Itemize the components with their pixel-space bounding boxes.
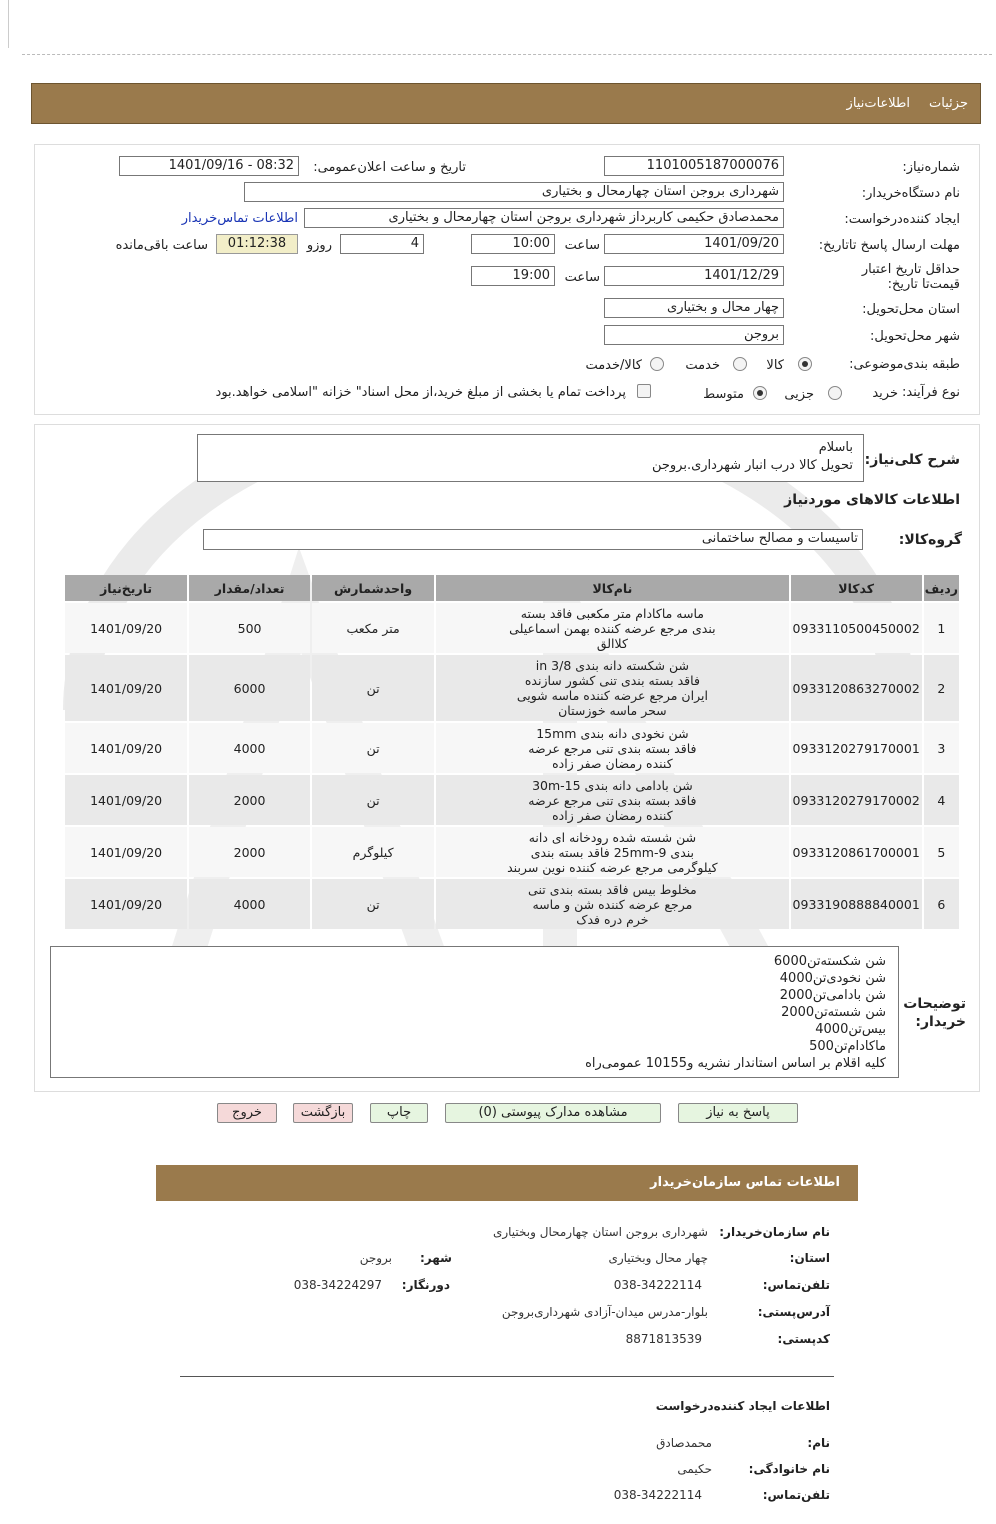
contact-province-label: استان:	[789, 1251, 830, 1265]
validity-date-field[interactable]: 1401/12/29	[604, 266, 784, 286]
announce-field[interactable]: 1401/09/16 - 08:32	[119, 156, 299, 176]
creator-name-value: محمدصادق	[656, 1436, 712, 1450]
cell-name: شن بادامی دانه بندی 15-30m فاقد بسته بندی تنی مرجع عرضه کننده رمضان صفر زاده	[436, 775, 788, 825]
creator-phone-value: 038-34222114	[613, 1488, 702, 1502]
contact-divider	[180, 1376, 834, 1377]
phone-value: 038-34222114	[613, 1278, 702, 1292]
cell-date: 1401/09/20	[65, 775, 187, 825]
summary-text: باسلام تحویل کالا درب انبار شهرداری.بروجن	[197, 434, 864, 482]
cell-qty: 2000	[189, 775, 310, 825]
cell-row: 2	[924, 655, 959, 721]
process-buy-label: خرید	[872, 386, 898, 401]
days-label: روزو	[306, 238, 332, 253]
city-label: شهر محل‌تحویل:	[870, 329, 960, 344]
treasury-payment-note: پرداخت تمام یا بخشی از مبلغ خرید،از محل اسناد" خزانه "اسلامی خواهد.بود	[215, 385, 626, 400]
province-field[interactable]: چهار محال و بختیاری	[604, 298, 784, 318]
col-name: نام‌کالا	[436, 575, 788, 601]
buyer-label: نام دستگاه‌خریدار:	[861, 186, 960, 201]
cell-unit: تن	[312, 879, 434, 929]
group-label: گروه‌کالا:	[898, 532, 962, 548]
details-header-bar	[31, 83, 981, 124]
cell-row: 1	[924, 603, 959, 653]
left-border-line	[8, 0, 9, 48]
cell-qty: 2000	[189, 827, 310, 877]
fax-label: دورنگار:	[401, 1278, 450, 1292]
cell-name: شن شکسته دانه بندی 3/8 in فاقد بسته بندی تنی کشور سازنده ایران مرجع عرضه کننده ماسه شویی سحر ماسه خوزستان	[436, 655, 788, 721]
table-row	[65, 723, 959, 773]
cell-date: 1401/09/20	[65, 879, 187, 929]
cell-qty: 4000	[189, 879, 310, 929]
buyer-notes-label: توضیحات خریدار:	[903, 996, 966, 1030]
contact-city-value: بروجن	[359, 1251, 392, 1265]
remaining-time-counter: 01:12:38	[216, 234, 298, 254]
cell-code: 0933120279170002	[791, 775, 922, 825]
org-value: شهرداری بروجن استان چهارمحال وبختیاری	[492, 1225, 708, 1239]
province-label: استان محل‌تحویل:	[862, 302, 960, 317]
col-qty: تعداد/مقدار	[189, 575, 310, 601]
tab-need-info[interactable]: اطلاعات‌نیاز	[846, 96, 910, 111]
print-button[interactable]: چاپ	[370, 1103, 428, 1123]
cell-qty: 500	[189, 603, 310, 653]
cell-row: 3	[924, 723, 959, 773]
cell-name: شن نخودی دانه بندی 15mm فاقد بسته بندی تنی مرجع عرضه کننده رمضان صفر زاده	[436, 723, 788, 773]
creator-label: ایجاد کننده‌درخواست:	[844, 212, 960, 227]
group-field[interactable]: تاسیسات و مصالح ساختمانی	[203, 529, 863, 550]
cell-row: 5	[924, 827, 959, 877]
cell-date: 1401/09/20	[65, 655, 187, 721]
contact-province-value: چهار محال وبختیاری	[608, 1251, 708, 1265]
col-unit: واحدشمارش	[312, 575, 434, 601]
table-row	[65, 603, 959, 653]
buyer-field[interactable]: شهرداری بروجن استان چهارمحال و بختیاری	[244, 182, 784, 202]
cell-unit: متر مکعب	[312, 603, 434, 653]
cell-code: 0933110500450002	[791, 603, 922, 653]
postal-value: 8871813539	[625, 1332, 702, 1346]
cell-date: 1401/09/20	[65, 723, 187, 773]
cell-unit: کیلوگرم	[312, 827, 434, 877]
creator-field[interactable]: محمدصادق حکیمی کاربرداز شهرداری بروجن استان چهارمحال و بختیاری	[304, 208, 784, 228]
radio-medium[interactable]	[753, 386, 767, 400]
reply-button[interactable]: پاسخ به نیاز	[678, 1103, 798, 1123]
table-row	[65, 775, 959, 825]
cell-unit: تن	[312, 775, 434, 825]
goods-table	[63, 573, 961, 931]
radio-goods[interactable]	[798, 357, 812, 371]
cell-qty: 4000	[189, 723, 310, 773]
buyer-contact-link[interactable]: اطلاعات تماس‌خریدار	[181, 211, 298, 226]
radio-goods-service[interactable]	[650, 357, 664, 371]
cell-qty: 6000	[189, 655, 310, 721]
cell-name: شن شسته شده رودخانه ای دانه بندی 9-25mm فاقد بسته بندی کیلوگرمی مرجع عرضه کننده نوین سربند	[436, 827, 788, 877]
contact-city-label: شهر:	[420, 1251, 452, 1265]
cell-name: ماسه ماکادام متر مکعبی فاقد بسته بندی مرجع عرضه کننده بهمن اسماعیلی کلاالق	[436, 603, 788, 653]
col-row: ردیف	[924, 575, 959, 601]
creator-name-label: نام:	[807, 1436, 830, 1450]
deadline-time-label: ساعت	[564, 238, 600, 253]
address-label: آدرس‌پستی:	[757, 1305, 830, 1319]
radio-goods-service-label: کالا/خدمت	[585, 358, 642, 373]
exit-button[interactable]: خروج	[217, 1103, 277, 1123]
table-row	[65, 655, 959, 721]
cell-code: 0933120861700001	[791, 827, 922, 877]
back-button[interactable]: بازگشت	[293, 1103, 353, 1123]
treasury-payment-checkbox[interactable]	[637, 384, 651, 398]
goods-info-heading: اطلاعات کالاهای موردنیاز	[784, 492, 960, 508]
cell-unit: تن	[312, 723, 434, 773]
org-label: نام سازمان‌خریدار:	[719, 1225, 830, 1239]
contact-header-bar	[156, 1165, 858, 1201]
announce-label: تاریخ و ساعت اعلان‌عمومی:	[313, 160, 466, 175]
buyer-notes-text: شن شکسته‌تن6000 شن نخودی‌تن4000 شن بادامی‌تن2000 شن شسته‌تن2000 بیس‌تن4000 ماکادام‌تن500 کلیه اقلام بر اساس استاندار نشریه و10155 عمومی‌راه	[50, 946, 899, 1078]
col-date: تاریخ‌نیاز	[65, 575, 187, 601]
deadline-date-field[interactable]: 1401/09/20	[604, 234, 784, 254]
radio-goods-label: کالا	[766, 358, 784, 373]
fax-value: 038-34224297	[293, 1278, 382, 1292]
deadline-label: مهلت ارسال پاسخ تا‌تاریخ:	[818, 238, 960, 253]
process-label: نوع فرآیند:	[902, 385, 960, 400]
creator-family-label: نام خانوادگی:	[748, 1462, 830, 1476]
radio-medium-label: متوسط	[703, 387, 744, 402]
cell-name: مخلوط بیس فاقد بسته بندی تنی مرجع عرضه کننده شن و ماسه خرم دره فدک	[436, 879, 788, 929]
creator-phone-label: تلفن‌تماس:	[762, 1488, 830, 1502]
col-code: کدکالا	[791, 575, 922, 601]
validity-time-field[interactable]: 19:00	[471, 266, 555, 286]
days-field[interactable]: 4	[340, 234, 424, 254]
city-field[interactable]: بروجن	[604, 325, 784, 345]
validity-time-label: ساعت	[564, 270, 600, 285]
creator-family-value: حکیمی	[677, 1462, 712, 1476]
need-number-label: شماره‌نیاز:	[902, 160, 960, 175]
radio-small[interactable]	[828, 386, 842, 400]
postal-label: کدپستی:	[777, 1332, 830, 1346]
contact-title: اطلاعات تماس سازمان‌خریدار	[650, 1175, 840, 1190]
phone-label: تلفن‌تماس:	[762, 1278, 830, 1292]
view-documents-button[interactable]: مشاهده مدارک پیوستی (0)	[445, 1103, 661, 1123]
radio-small-label: جزیی	[784, 387, 814, 402]
address-value: بلوار-مدرس میدان-آزادی شهرداری‌بروجن	[501, 1305, 708, 1319]
cell-date: 1401/09/20	[65, 827, 187, 877]
cell-date: 1401/09/20	[65, 603, 187, 653]
validity-label: حداقل تاریخ اعتبار قیمت‌تا تاریخ:	[861, 262, 960, 292]
need-number-field[interactable]: 1101005187000076	[604, 156, 784, 176]
goods-table-header	[65, 575, 959, 601]
summary-label: شرح کلی‌نیاز:	[864, 452, 960, 468]
table-row	[65, 827, 959, 877]
deadline-time-field[interactable]: 10:00	[471, 234, 555, 254]
cell-unit: تن	[312, 655, 434, 721]
cell-code: 0933120863270002	[791, 655, 922, 721]
creator-info-title: اطلاعات ایجاد کننده‌درخواست	[655, 1399, 830, 1413]
remaining-label: ساعت باقی‌مانده	[115, 238, 208, 253]
cell-code: 0933190888840001	[791, 879, 922, 929]
top-divider	[22, 54, 992, 55]
cell-code: 0933120279170001	[791, 723, 922, 773]
tab-details[interactable]: جزئیات	[929, 96, 968, 111]
radio-service[interactable]	[733, 357, 747, 371]
cell-row: 6	[924, 879, 959, 929]
cell-row: 4	[924, 775, 959, 825]
table-row	[65, 879, 959, 929]
category-label: طبقه بندی‌موضوعی:	[849, 357, 960, 372]
radio-service-label: خدمت	[685, 358, 720, 373]
